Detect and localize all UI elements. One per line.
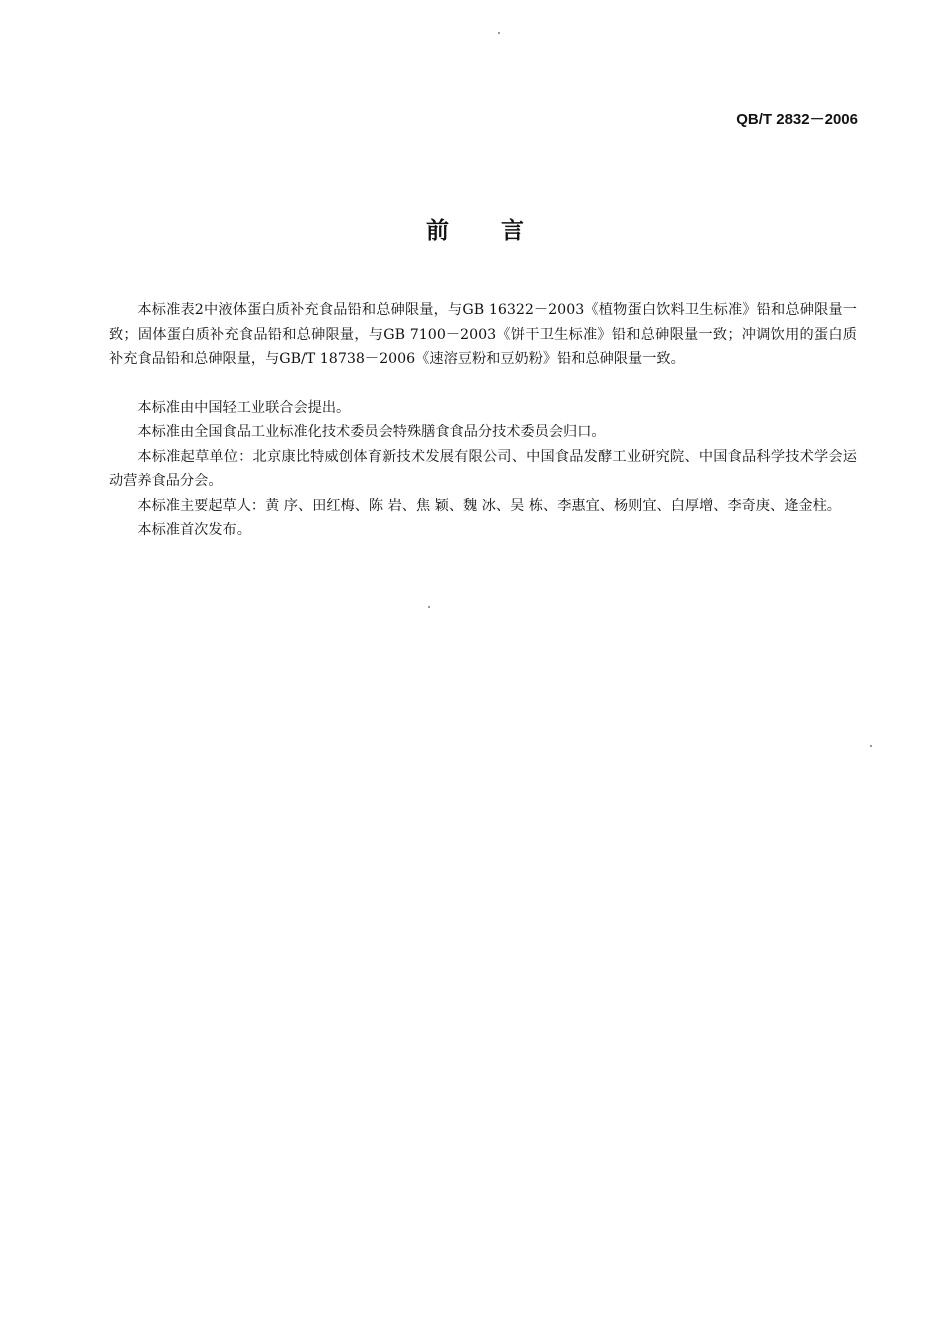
- scan-speck: [498, 32, 500, 34]
- paragraph-gap: [109, 372, 857, 396]
- paragraph-limits: 本标准表2中液体蛋白质补充食品铅和总砷限量，与GB 16322－2003《植物蛋白饮料卫生标准》铅和总砷限量一致；固体蛋白质补充食品铅和总砷限量，与GB 7100－2003《饼干卫生标准》铅和总砷限量一致；冲调饮用的蛋白质补充食品铅和总砷限量，与GB/T 18738－2006《速溶豆粉和豆奶粉》铅和总砷限量一致。: [109, 302, 857, 367]
- title-char: 言: [501, 218, 524, 244]
- page-title: [0, 212, 950, 245]
- paragraph-drafting-units: 本标准起草单位：北京康比特威创体育新技术发展有限公司、中国食品发酵工业研究院、中国食品科学技术学会运动营养食品分会。: [109, 448, 857, 489]
- paragraph-drafters: 本标准主要起草人：黄 序、田红梅、陈 岩、焦 颖、魏 冰、吴 栋、李惠宜、杨则宜、白厚增、李奇庚、逄金柱。: [137, 497, 841, 514]
- paragraph-proposer: 本标准由中国轻工业联合会提出。: [137, 399, 351, 416]
- paragraph-administrator: 本标准由全国食品工业标准化技术委员会特殊膳食食品分技术委员会归口。: [137, 424, 606, 440]
- scan-speck: [428, 606, 430, 608]
- foreword-body: [109, 298, 857, 543]
- standard-code: QB/T 2832－2006: [736, 111, 858, 128]
- title-char: 前: [426, 218, 449, 244]
- scan-speck: [870, 745, 872, 747]
- paragraph-first-release: 本标准首次发布。: [137, 522, 251, 538]
